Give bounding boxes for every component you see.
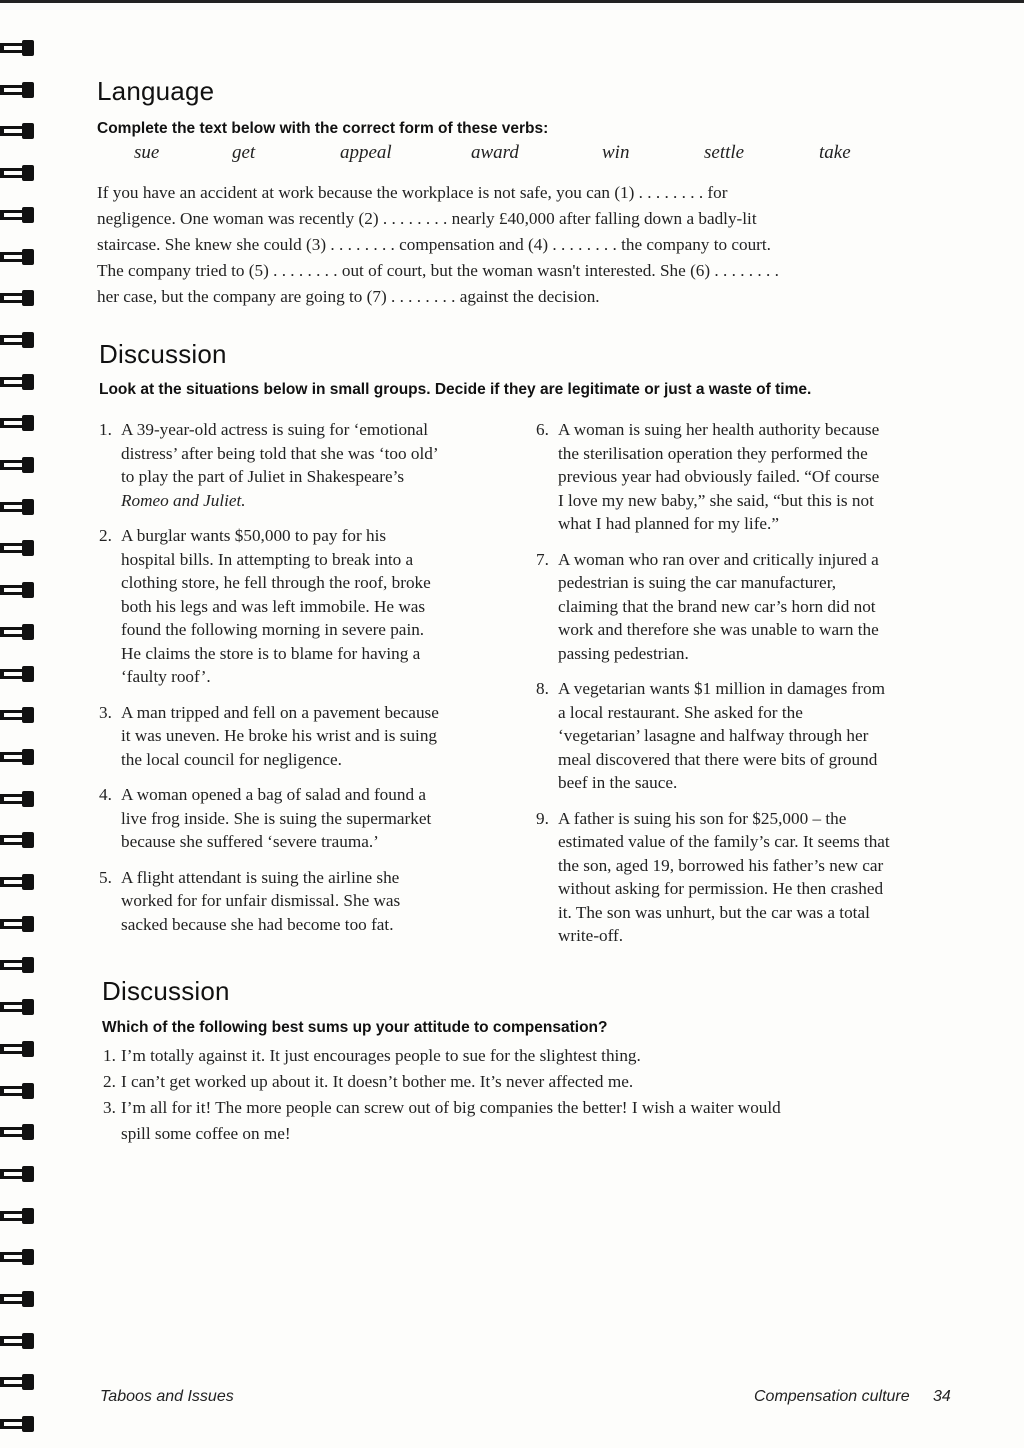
item-line: I’m all for it! The more people can screw out of big companies the better! I wish a waiter would bbox=[121, 1098, 781, 1117]
text-line: staircase. She knew she could (3) . . . . . . . . compensation and (4) . . . . . . . . the company to court. bbox=[97, 235, 771, 254]
attitude-item bbox=[103, 1095, 781, 1147]
item-line: work and therefore she was unable to warn the bbox=[558, 620, 879, 639]
situation-item bbox=[99, 783, 519, 854]
binding-ring bbox=[0, 1374, 36, 1390]
item-line: Romeo and Juliet. bbox=[121, 490, 246, 510]
page-top-edge bbox=[0, 0, 1024, 3]
item-line: ‘faulty roof’. bbox=[121, 667, 211, 686]
attitude-item bbox=[103, 1069, 781, 1095]
gap-fill-text bbox=[97, 180, 947, 310]
discussion-instruction: Look at the situations below in small groups. Decide if they are legitimate or just a waste of time. bbox=[99, 381, 812, 398]
binding-ring bbox=[0, 874, 36, 890]
item-line: I love my new baby,” she said, “but this is not bbox=[558, 490, 874, 510]
item-line: what I had planned for my life.” bbox=[558, 514, 779, 533]
item-line: A vegetarian wants $1 million in damages from bbox=[558, 679, 885, 698]
binding-ring bbox=[0, 374, 36, 390]
binding-ring bbox=[0, 999, 36, 1015]
text-line: If you have an accident at work because the workplace is not safe, you can (1) . . . . . . . . for bbox=[97, 183, 728, 202]
item-line: estimated value of the family’s car. It seems that bbox=[558, 832, 890, 851]
situation-item bbox=[536, 807, 976, 948]
binding-ring bbox=[0, 1249, 36, 1265]
item-line: hospital bills. In attempting to break into a bbox=[121, 549, 414, 569]
item-line: sacked because she had become too fat. bbox=[121, 914, 394, 934]
item-line: beef in the sauce. bbox=[558, 773, 678, 792]
item-line: claiming that the brand new car’s horn did not bbox=[558, 596, 876, 616]
item-line: the son, aged 19, borrowed his father’s new car bbox=[558, 855, 884, 875]
item-number: 2. bbox=[99, 526, 112, 545]
binding-ring bbox=[0, 332, 36, 348]
item-line: passing pedestrian. bbox=[558, 643, 689, 663]
item-line: previous year had obviously failed. “Of course bbox=[558, 467, 880, 486]
verb-item: settle bbox=[704, 142, 745, 163]
situations-left-column bbox=[99, 418, 519, 936]
binding-ring bbox=[0, 123, 36, 139]
footer-chapter-title: Compensation culture bbox=[754, 1388, 910, 1405]
text-line: her case, but the company are going to (7) . . . . . . . . against the decision. bbox=[97, 287, 600, 306]
situation-item bbox=[536, 548, 976, 666]
attitude-item bbox=[103, 1043, 781, 1069]
item-line: live frog inside. She is suing the supermarket bbox=[121, 808, 432, 828]
verb-item: get bbox=[232, 142, 256, 163]
verb-item: win bbox=[602, 142, 630, 163]
situation-item bbox=[99, 418, 519, 512]
text-line: negligence. One woman was recently (2) . . . . . . . . nearly £40,000 after falling down a badly-lit bbox=[97, 209, 757, 228]
binding-ring bbox=[0, 1208, 36, 1224]
item-number: 8. bbox=[536, 679, 549, 698]
binding-ring bbox=[0, 540, 36, 556]
item-number: 4. bbox=[99, 785, 112, 804]
binding-ring bbox=[0, 457, 36, 473]
binding-ring bbox=[0, 957, 36, 973]
verb-item: sue bbox=[134, 142, 160, 163]
binding-ring bbox=[0, 499, 36, 515]
language-instruction: Complete the text below with the correct form of these verbs: bbox=[97, 120, 549, 137]
item-line: worked for for unfair dismissal. She was bbox=[121, 891, 401, 910]
footer-book-title: Taboos and Issues bbox=[100, 1388, 234, 1405]
item-line: because she suffered ‘severe trauma.’ bbox=[121, 832, 379, 851]
binding-ring bbox=[0, 832, 36, 848]
binding-ring bbox=[0, 207, 36, 223]
binding-ring bbox=[0, 582, 36, 598]
item-line: found the following morning in severe pain. bbox=[121, 620, 425, 639]
item-line: a local restaurant. She asked for the bbox=[558, 702, 803, 722]
item-line: spill some coffee on me! bbox=[121, 1124, 291, 1143]
item-number: 9. bbox=[536, 808, 549, 828]
binding-ring bbox=[0, 1124, 36, 1140]
discussion-heading: Discussion bbox=[99, 339, 227, 369]
binding-ring bbox=[0, 82, 36, 98]
item-number: 1. bbox=[99, 420, 112, 439]
item-line: write-off. bbox=[558, 926, 624, 945]
binding-ring bbox=[0, 749, 36, 765]
item-number: 3. bbox=[99, 702, 112, 722]
item-line: A woman is suing her health authority because bbox=[558, 420, 880, 439]
item-number: 5. bbox=[99, 867, 112, 887]
item-line: distress’ after being told that she was ‘too old’ bbox=[121, 443, 439, 463]
binding-ring bbox=[0, 1333, 36, 1349]
item-number: 6. bbox=[536, 420, 549, 439]
item-number: 2. bbox=[103, 1072, 116, 1091]
spiral-binding bbox=[0, 0, 46, 1448]
attitude-list bbox=[103, 1043, 781, 1147]
item-line: without asking for permission. He then crashed bbox=[558, 879, 884, 898]
item-line: meal discovered that there were bits of ground bbox=[558, 749, 878, 769]
situation-item bbox=[536, 677, 976, 795]
item-line: A father is suing his son for $25,000 – the bbox=[558, 808, 847, 828]
item-number: 7. bbox=[536, 549, 549, 569]
binding-ring bbox=[0, 249, 36, 265]
item-line: I can’t get worked up about it. It doesn’t bother me. It’s never affected me. bbox=[121, 1072, 634, 1091]
text-line: The company tried to (5) . . . . . . . . out of court, but the woman wasn't interested. She (6) . . . . . . . . bbox=[97, 261, 779, 280]
situation-item bbox=[99, 866, 519, 937]
verb-item: appeal bbox=[340, 142, 392, 163]
footer-page-number: 34 bbox=[933, 1388, 951, 1405]
binding-ring bbox=[0, 1083, 36, 1099]
verb-list bbox=[0, 142, 1024, 168]
binding-ring bbox=[0, 1416, 36, 1432]
binding-ring bbox=[0, 40, 36, 56]
item-line: clothing store, he fell through the roof, broke bbox=[121, 573, 431, 592]
item-line: A 39-year-old actress is suing for ‘emotional bbox=[121, 420, 429, 439]
item-line: the sterilisation operation they performed the bbox=[558, 443, 868, 463]
discussion-heading: Discussion bbox=[102, 976, 230, 1006]
item-line: A woman opened a bag of salad and found a bbox=[121, 785, 426, 804]
item-line: A flight attendant is suing the airline she bbox=[121, 867, 400, 887]
item-line: A man tripped and fell on a pavement because bbox=[121, 702, 439, 722]
binding-ring bbox=[0, 707, 36, 723]
binding-ring bbox=[0, 1166, 36, 1182]
item-line: A burglar wants $50,000 to pay for his bbox=[121, 526, 387, 545]
language-heading: Language bbox=[97, 76, 215, 106]
item-number: 1. bbox=[103, 1046, 116, 1065]
item-line: He claims the store is to blame for having a bbox=[121, 643, 421, 663]
item-number: 3. bbox=[103, 1098, 116, 1117]
binding-ring bbox=[0, 791, 36, 807]
item-line: the local council for negligence. bbox=[121, 749, 342, 769]
situation-item bbox=[99, 701, 519, 772]
binding-ring bbox=[0, 1041, 36, 1057]
item-line: it was uneven. He broke his wrist and is suing bbox=[121, 726, 438, 745]
item-line: both his legs and was left immobile. He was bbox=[121, 596, 426, 616]
situation-item bbox=[536, 418, 976, 536]
situations-right-column bbox=[536, 418, 976, 948]
situation-item bbox=[99, 524, 519, 689]
binding-ring bbox=[0, 624, 36, 640]
discussion-instruction: Which of the following best sums up your attitude to compensation? bbox=[102, 1019, 608, 1036]
item-line: I’m totally against it. It just encourages people to sue for the slightest thing. bbox=[121, 1046, 641, 1065]
binding-ring bbox=[0, 666, 36, 682]
binding-ring bbox=[0, 916, 36, 932]
item-line: ‘vegetarian’ lasagne and halfway through her bbox=[558, 726, 869, 745]
binding-ring bbox=[0, 415, 36, 431]
verb-item: award bbox=[471, 142, 519, 163]
item-line: A woman who ran over and critically injured a bbox=[558, 549, 879, 569]
item-line: it. The son was unhurt, but the car was a total bbox=[558, 902, 870, 922]
binding-ring bbox=[0, 290, 36, 306]
binding-ring bbox=[0, 1291, 36, 1307]
item-line: to play the part of Juliet in Shakespeare’s bbox=[121, 467, 405, 486]
verb-item: take bbox=[819, 142, 851, 163]
item-line: pedestrian is suing the car manufacturer, bbox=[558, 573, 837, 592]
